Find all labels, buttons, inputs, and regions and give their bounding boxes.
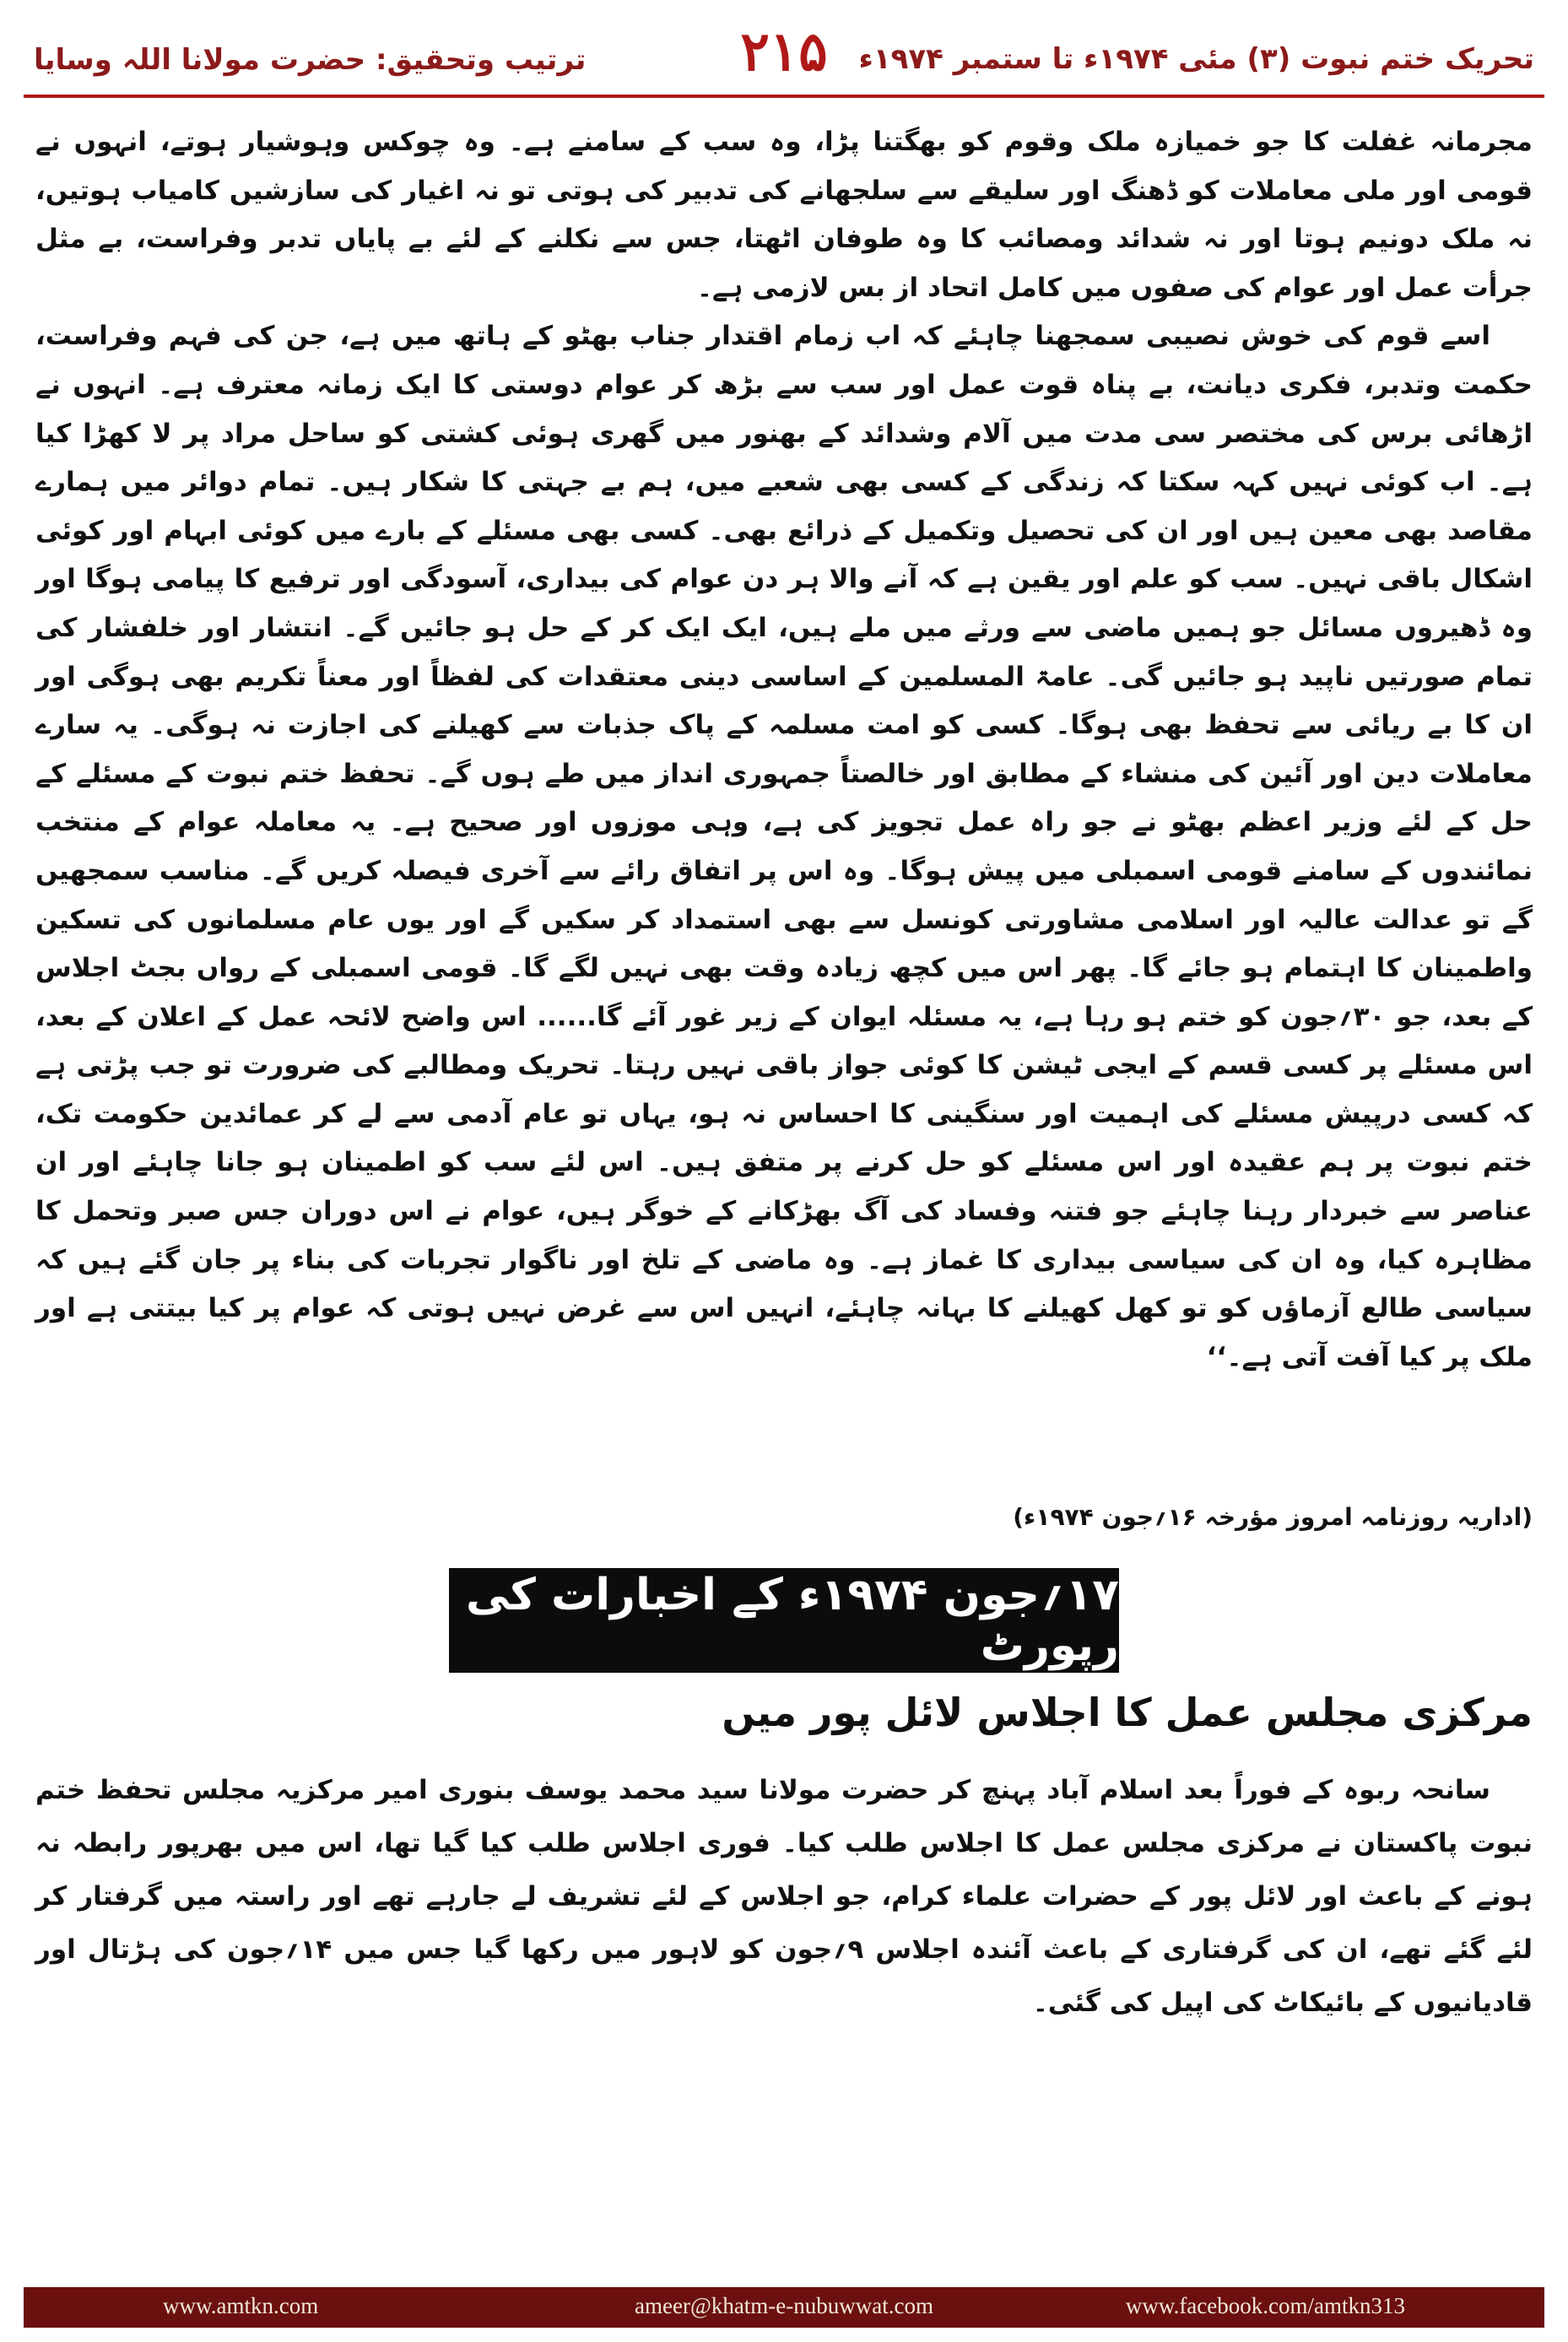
website-link[interactable]: www.amtkn.com (163, 2293, 319, 2318)
banner-title: ۱۷؍جون ۱۹۷۴ء کے اخبارات کی رپورٹ (465, 1570, 1119, 1671)
page-footer (24, 2287, 1544, 2328)
header-divider (24, 95, 1544, 98)
compiler-credit: ترتیب وتحقیق: حضرت مولانا اللہ وسایا (34, 43, 587, 77)
book-title: تحریک ختم نبوت (۳) مئی ۱۹۷۴ء تا ستمبر ۱۹۷۴ء (858, 42, 1534, 76)
article-source: (اداریہ روزنامہ امروز مؤرخہ ۱۶؍جون ۱۹۷۴ء) (1013, 1503, 1533, 1531)
section-heading: مرکزی مجلس عمل کا اجلاس لائل پور میں (722, 1690, 1533, 1735)
section-paragraph: سانحہ ربوہ کے فوراً بعد اسلام آباد پہنچ کر حضرت مولانا سید محمد یوسف بنوری امیر مرکزیہ مجلس تحفظ ختم نبوت پاکستان نے مرکزی مجلس عمل کا اجلاس طلب کیا۔ فوری اجلاس طلب کیا گیا تھا، اس میں بھرپور رابطہ نہ ہونے کے باعث اور لائل پور کے حضرات علماء کرام، جو اجلاس کے لئے تشریف لے جارہے تھے اور راستہ میں گرفتار کر لئے گئے تھے، ان کی گرفتاری کے باعث آئندہ اجلاس ۹؍جون کو لاہور میں رکھا گیا جس میں ۱۴؍جون کی ہڑتال اور قادیانیوں کے بائیکاٹ کی اپیل کی گئی۔ (35, 1775, 1533, 2018)
facebook-link[interactable]: www.facebook.com/amtkn313 (1125, 2293, 1405, 2318)
email-link[interactable]: ameer@khatm-e-nubuwwat.com (635, 2293, 933, 2318)
article-paragraph-2: اسے قوم کی خوش نصیبی سمجھنا چاہئے کہ اب زمام اقتدار جناب بھٹو کے ہاتھ میں ہے، جن کی فہم وفراست، حکمت وتدبر، فکری دیانت، بے پناہ قوت عمل اور سب سے بڑھ کر عوام دوستی کا ایک زمانہ معترف ہے۔ انہوں نے اڑھائی برس کی مختصر سی مدت میں آلام وشدائد کے بھنور میں گھری ہوئی کشتی کو ساحل مراد پر لا کھڑا کیا ہے۔ اب کوئی نہیں کہہ سکتا کہ زندگی کے کسی بھی شعبے میں، ہم بے جہتی کا شکار ہیں۔ تمام دوائر میں ہمارے مقاصد بھی معین ہیں اور ان کی تحصیل وتکمیل کے ذرائع بھی۔ کسی بھی مسئلے کے بارے میں کوئی ابہام اور کوئی اشکال باقی نہیں۔ سب کو علم اور یقین ہے کہ آنے والا ہر دن عوام کی بیداری، آسودگی اور ترفیع کا پیامی ہوگا اور وہ ڈھیروں مسائل جو ہمیں ماضی سے ورثے میں ملے ہیں، ایک ایک کر کے حل ہو جائیں گے۔ انتشار اور خلفشار کی تمام صورتیں ناپید ہو جائیں گی۔ عامۃ المسلمین کے اساسی دینی معتقدات کی لفظاً اور معناً تکریم بھی ہوگی اور ان کا بے ریائی سے تحفظ بھی ہوگا۔ کسی کو امت مسلمہ کے پاک جذبات سے کھیلنے کی اجازت نہ ہوگی۔ یہ سارے معاملات دین اور آئین کی منشاء کے مطابق اور خالصتاً جمہوری انداز میں طے ہوں گے۔ تحفظ ختم نبوت کے مسئلے کے حل کے لئے وزیر اعظم بھٹو نے جو راہ عمل تجویز کی ہے، وہی موزوں اور صحیح ہے۔ یہ معاملہ عوام کے منتخب نمائندوں کے سامنے قومی اسمبلی میں پیش ہوگا۔ وہ اس پر اتفاق رائے سے آخری فیصلہ کریں گے۔ مناسب سمجھیں گے تو عدالت عالیہ اور اسلامی مشاورتی کونسل سے بھی استمداد کر سکیں گے اور یوں عام مسلمانوں کی تسکین واطمینان کا اہتمام ہو جائے گا۔ پھر اس میں کچھ زیادہ وقت بھی نہیں لگے گا۔ قومی اسمبلی کے رواں بجٹ اجلاس کے بعد، جو ۳۰؍جون کو ختم ہو رہا ہے، یہ مسئلہ ایوان کے زیر غور آئے گا...... اس واضح لائحہ عمل کے اعلان کے بعد، اس مسئلے پر کسی قسم کے ایجی ٹیشن کا کوئی جواز باقی نہیں رہتا۔ تحریک ومطالبے کی ضرورت تو جب پڑتی ہے کہ کسی درپیش مسئلے کی اہمیت اور سنگینی کا احساس نہ ہو، یہاں تو عام آدمی سے لے کر عمائدین حکومت تک، ختم نبوت پر ہم عقیدہ اور اس مسئلے کو حل کرنے پر متفق ہیں۔ اس لئے سب کو اطمینان ہو جانا چاہئے اور ان عناصر سے خبردار رہنا چاہئے جو فتنہ وفساد کی آگ بھڑکانے کے خوگر ہیں، عوام نے اس دوران جس صبر وتحمل کا مظاہرہ کیا، وہ ان کی سیاسی بیداری کا غماز ہے۔ وہ ماضی کے تلخ اور ناگوار تجربات کی بناء پر جان گئے ہیں کہ سیاسی طالع آزماؤں کو تو کھل کھیلنے کا بہانہ چاہئے، انہیں اس سے غرض نہیں ہوتی کہ عوام پر کیا بیتتی ہے اور ملک پر کیا آفت آتی ہے۔‘‘ (35, 321, 1533, 1372)
page-number: ۲۱۵ (740, 20, 828, 84)
section-banner (449, 1568, 1119, 1673)
article-body (35, 118, 1533, 1382)
section-body (35, 1764, 1533, 2030)
article-paragraph-1: مجرمانہ غفلت کا جو خمیازہ ملک وقوم کو بھگتنا پڑا، وہ سب کے سامنے ہے۔ وہ چوکس وہوشیار ہوتے، انہوں نے قومی اور ملی معاملات کو ڈھنگ اور سلیقے سے سلجھانے کی تدبیر کی ہوتی تو نہ اغیار کی سازشیں کامیاب ہوتیں، نہ ملک دونیم ہوتا اور نہ شدائد ومصائب کا وہ طوفان اٹھتا، جس سے نکلنے کے لئے بے پایاں تدبر وفراست، بے مثل جرأت عمل اور عوام کی صفوں میں کامل اتحاد از بس لازمی ہے۔ (35, 127, 1533, 303)
